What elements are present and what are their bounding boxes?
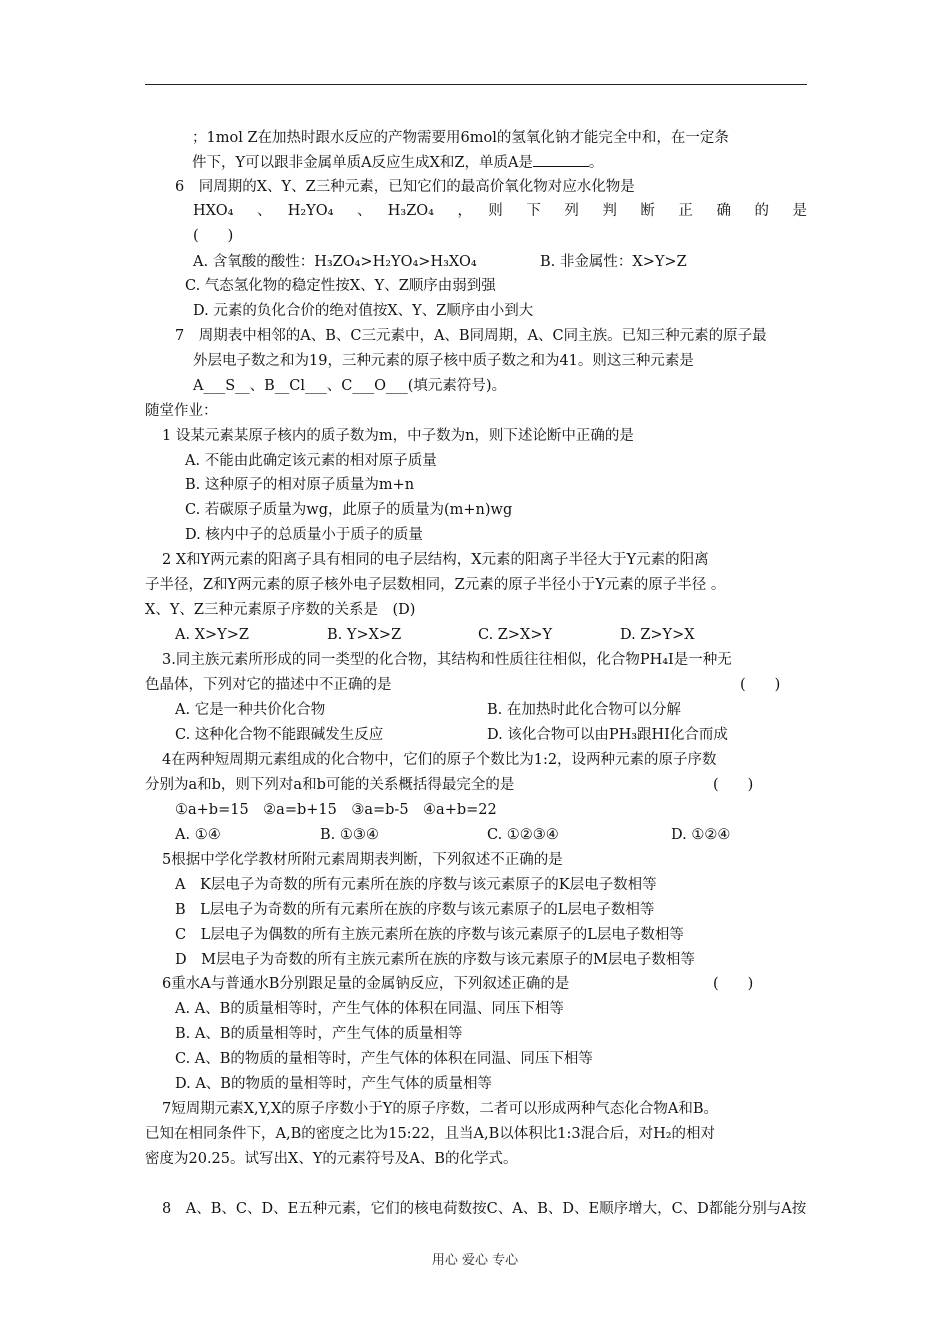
option-d: D. 该化合物可以由PH₃跟HI化合而成 xyxy=(487,727,728,743)
option-d: D. ①②④ xyxy=(671,827,731,843)
option-a: A. 它是一种共价化合物 xyxy=(175,702,326,718)
option-a: A. 含氧酸的酸性：H₃ZO₄>H₂YO₄>H₃XO₄ xyxy=(193,254,477,270)
question-7: 7短周期元素X,Y,X的原子序数小于Y的原子序数，二者可以形成两种气态化合物A和B。 xyxy=(162,1101,718,1117)
option-b: B. ①③④ xyxy=(320,827,379,843)
answer-paren: ( ) xyxy=(713,976,754,992)
option-c: C. Z>X>Y xyxy=(478,627,553,643)
option-c: C. ①②③④ xyxy=(487,827,559,843)
option-a: A K层电子为奇数的所有元素所在族的序数与该元素原子的K层电子数相等 xyxy=(175,877,657,893)
text-line: 色晶体，下列对它的描述中不正确的是 xyxy=(145,677,392,693)
text-line: 密度为20.25。试写出X、Y的元素符号及A、B的化学式。 xyxy=(145,1151,518,1167)
option-a: A. 不能由此确定该元素的相对原子质量 xyxy=(185,453,437,469)
answer-paren: ( ) xyxy=(713,777,754,793)
text-line: 7 周期表中相邻的A、B、C三元素中，A、B同周期，A、C同主族。已知三种元素的原子最 xyxy=(175,328,767,344)
text-line: X、Y、Z三种元素原子序数的关系是 (D) xyxy=(145,602,416,618)
text-segment: 件下，Y可以跟非金属单质A反应生成X和Z，单质A是 xyxy=(192,155,533,171)
question-3: 3.同主族元素所形成的同一类型的化合物，其结构和性质往往相似，化合物PH₄I是一种无 xyxy=(162,652,732,668)
question-4: 4在两种短周期元素组成的化合物中，它们的原子个数比为1:2，设两种元素的原子序数 xyxy=(162,752,717,768)
question-8: 8 A、B、C、D、E五种元素，它们的核电荷数按C、A、B、D、E顺序增大，C、D都能分别与A按 xyxy=(162,1201,807,1217)
text-line: ；1mol Z在加热时跟水反应的产物需要用6mol的氢氧化钠才能完全中和，在一定条 xyxy=(192,130,729,146)
option-b: B. A、B的质量相等时，产生气体的质量相等 xyxy=(175,1026,463,1042)
option-a: A. ①④ xyxy=(175,827,221,843)
text-line: 分别为a和b，则下列对a和b可能的关系概括得最完全的是 xyxy=(145,777,515,793)
question-5: 5根据中学化学教材所附元素周期表判断，下列叙述不正确的是 xyxy=(162,852,563,868)
text-line: ①a+b=15 ②a=b+15 ③a=b-5 ④a+b=22 xyxy=(175,802,497,818)
option-b: B L层电子为奇数的所有元素所在族的序数与该元素原子的L层电子数相等 xyxy=(175,902,655,918)
section-heading: 随堂作业： xyxy=(145,403,218,419)
header-rule xyxy=(145,84,807,85)
option-b: B. Y>X>Z xyxy=(327,627,402,643)
option-d: D. A、B的物质的量相等时，产生气体的质量相等 xyxy=(175,1076,492,1092)
option-d: D. 元素的负化合价的绝对值按X、Y、Z顺序由小到大 xyxy=(193,303,534,319)
text-line: 已知在相同条件下，A,B的密度之比为15:22，且当A,B以体积比1:3混合后，对H₂的相对 xyxy=(145,1126,716,1142)
option-a: A. X>Y>Z xyxy=(175,627,249,643)
option-d: D. 核内中子的总质量小于质子的质量 xyxy=(185,527,423,543)
text-line: A___S__、B__Cl___、C___O___(填元素符号)。 xyxy=(193,378,507,394)
question-1: 1 设某元素某原子核内的质子数为m，中子数为n，则下述论断中正确的是 xyxy=(162,428,634,444)
option-d: D M层电子为奇数的所有主族元素所在族的序数与该元素原子的M层电子数相等 xyxy=(175,952,695,968)
option-c: C. 若碳原子质量为wg，此原子的质量为(m+n)wg xyxy=(185,502,513,518)
text-segment: 。 xyxy=(588,155,604,171)
option-b: B. 在加热时此化合物可以分解 xyxy=(487,702,681,718)
option-b: B. 这种原子的相对原子质量为m+n xyxy=(185,477,415,493)
option-d: D. Z>Y>X xyxy=(620,627,695,643)
option-c: C. A、B的物质的量相等时，产生气体的体积在同温、同压下相等 xyxy=(175,1051,593,1067)
option-c: C L层电子为偶数的所有主族元素所在族的序数与该元素原子的L层电子数相等 xyxy=(175,927,684,943)
text-line: 外层电子数之和为19，三种元素的原子核中质子数之和为41。则这三种元素是 xyxy=(193,353,694,369)
answer-paren: ( ) xyxy=(193,228,234,244)
option-c: C. 气态氢化物的稳定性按X、Y、Z顺序由弱到强 xyxy=(185,278,496,294)
option-c: C. 这种化合物不能跟碱发生反应 xyxy=(175,727,384,743)
option-b: B. 非金属性：X>Y>Z xyxy=(540,254,687,270)
text-line: 6 同周期的X、Y、Z三种元素，已知它们的最高价氧化物对应水化物是 xyxy=(175,179,635,195)
answer-blank xyxy=(533,152,589,167)
text-line xyxy=(192,152,603,173)
page-footer: 用心 爱心 专心 xyxy=(431,1253,519,1268)
answer-paren: ( ) xyxy=(740,677,781,693)
option-a: A. A、B的质量相等时，产生气体的体积在同温、同压下相等 xyxy=(175,1001,564,1017)
text-line: 子半径，Z和Y两元素的原子核外电子层数相同，Z元素的原子半径小于Y元素的原子半径 。 xyxy=(145,577,726,593)
question-6: 6重水A与普通水B分别跟足量的金属钠反应，下列叙述正确的是 xyxy=(162,976,570,992)
text-line: HXO₄ 、 H₂YO₄ 、 H₃ZO₄ ， 则 下 列 判 断 正 确 的 是 xyxy=(193,203,807,219)
question-2: 2 X和Y两元素的阳离子具有相同的电子层结构，X元素的阳离子半径大于Y元素的阳离 xyxy=(162,552,709,568)
